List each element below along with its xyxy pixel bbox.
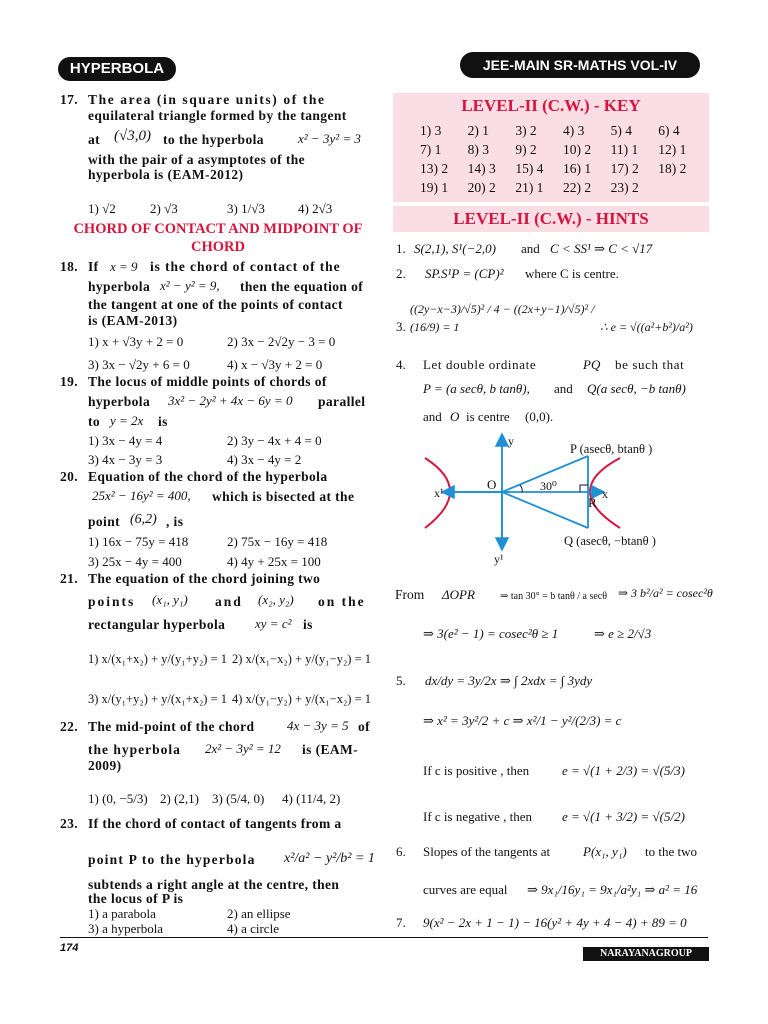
key-cell: 22) 2 bbox=[562, 179, 592, 195]
key-cell: 14) 3 bbox=[467, 160, 496, 176]
hint5-solution: ⇒ x² = 3y²/2 + c ⇒ x²/1 − y²/(2/3) = c bbox=[423, 713, 622, 728]
q23-opt1[interactable]: 1) a parabola bbox=[88, 906, 156, 921]
key-cell: 3) 2 bbox=[515, 122, 537, 138]
hint4-number: 4. bbox=[396, 357, 406, 372]
hint6-line1b: to the two bbox=[645, 844, 697, 859]
hint4-pq: PQ bbox=[583, 357, 601, 372]
key-cell: 5) 4 bbox=[610, 122, 632, 138]
q19-opt1[interactable]: 1) 3x − 4y = 4 bbox=[88, 433, 163, 448]
q18-number: 18. bbox=[60, 259, 79, 274]
q22-opt1[interactable]: 1) (0, −5/3) bbox=[88, 791, 148, 806]
q19-opt2[interactable]: 2) 3y − 4x + 4 = 0 bbox=[227, 433, 322, 448]
q19-line2a: hyperbola bbox=[88, 394, 151, 409]
key-cell: 13) 2 bbox=[420, 160, 449, 176]
q21-line2a: points bbox=[88, 594, 136, 609]
q18-opt2[interactable]: 2) 3x − 2√2y − 3 = 0 bbox=[227, 334, 336, 349]
q21-line2c: on the bbox=[318, 594, 366, 609]
q17-point: (√3,0) bbox=[114, 128, 151, 144]
right-angle-mark bbox=[580, 485, 588, 492]
footer-rule bbox=[60, 937, 708, 938]
q18-line2a: hyperbola bbox=[88, 279, 151, 294]
q20-opt1[interactable]: 1) 16x − 75y = 418 bbox=[88, 534, 189, 549]
hint4-origin: (0,0). bbox=[525, 409, 554, 424]
q17-number: 17. bbox=[60, 92, 79, 107]
key-cell: 6) 4 bbox=[658, 122, 680, 138]
q17-line3a: at bbox=[88, 132, 101, 147]
key-row bbox=[420, 140, 706, 159]
key-cell: 15) 4 bbox=[515, 160, 544, 176]
q21-number: 21. bbox=[60, 571, 79, 586]
q17-opt3[interactable]: 3) 1/√3 bbox=[227, 201, 265, 216]
key-cell bbox=[658, 178, 706, 197]
hint1-result: C < SS¹ ⇒ C < √17 bbox=[550, 241, 653, 256]
q23-opt2[interactable]: 2) an ellipse bbox=[227, 906, 291, 921]
diagram-y-label: y bbox=[508, 434, 514, 448]
q20-line2b: which is bisected at the bbox=[212, 489, 355, 504]
q22-line3: 2009) bbox=[88, 758, 122, 773]
hint4-and: and bbox=[554, 381, 573, 396]
diagram-x-label: x bbox=[602, 487, 608, 501]
q22-opt2[interactable]: 2) (2,1) bbox=[160, 791, 199, 806]
q17-line5: hyperbola is (EAM-2012) bbox=[88, 167, 244, 182]
q17-line2: equilateral triangle formed by the tangent bbox=[88, 108, 347, 123]
hint6-point: P(x₁, y₁) bbox=[583, 844, 627, 859]
hint6-line1a: Slopes of the tangents at bbox=[423, 844, 551, 859]
q22-line2a: the hyperbola bbox=[88, 742, 181, 757]
q23-opt3[interactable]: 3) a hyperbola bbox=[88, 921, 164, 936]
q23-curve: x²/a² − y²/b² = 1 bbox=[284, 851, 375, 866]
hint4-line1a: Let double ordinate bbox=[423, 357, 537, 372]
q20-opt2[interactable]: 2) 75x − 16y = 418 bbox=[227, 534, 328, 549]
q17-line3b: to the hyperbola bbox=[163, 132, 264, 147]
hint7-equation: 9(x² − 2x + 1 − 1) − 16(y² + 4y + 4 − 4) + 89 = 0 bbox=[423, 915, 687, 930]
key-cell: 23) 2 bbox=[610, 179, 639, 195]
key-row bbox=[420, 121, 706, 140]
hint4-centre-o: O bbox=[450, 409, 460, 424]
q23-line1: If the chord of contact of tangents from a bbox=[88, 816, 342, 831]
key-cell: 9) 2 bbox=[515, 141, 537, 157]
diagram-p-label: P (asecθ, btanθ ) bbox=[570, 442, 653, 456]
from-ecc: ⇒ 3(e² − 1) = cosec²θ ≥ 1 bbox=[423, 626, 559, 641]
q17-opt2[interactable]: 2) √3 bbox=[150, 201, 178, 216]
q19-line2b: parallel bbox=[318, 394, 366, 409]
q18-line1b: is the chord of contact of the bbox=[150, 259, 341, 274]
q18-line: x = 9 bbox=[110, 259, 138, 274]
q23-line3: subtends a right angle at the centre, then bbox=[88, 877, 340, 892]
hyperbola-diagram bbox=[420, 428, 700, 570]
hint1-foci: S(2,1), S¹(−2,0) bbox=[414, 241, 496, 256]
q18-line2b: then the equation of bbox=[240, 279, 364, 294]
diagram-q-label: Q (asecθ, −btanθ ) bbox=[564, 534, 656, 548]
q19-opt4[interactable]: 4) 3x − 4y = 2 bbox=[227, 452, 302, 467]
page-number: 174 bbox=[60, 942, 79, 954]
key-cell: 21) 1 bbox=[515, 179, 544, 195]
q20-line1: Equation of the chord of the hyperbola bbox=[88, 469, 328, 484]
publisher-brand: NARAYANAGROUP bbox=[583, 947, 709, 961]
q21-opt3[interactable]: 3) x/(y₁+y₂) + y/(x₁+x₂) = 1 bbox=[88, 692, 228, 706]
q22-line1a: The mid-point of the chord bbox=[88, 719, 255, 734]
volume-badge: JEE-MAIN SR-MATHS VOL-IV bbox=[460, 52, 700, 78]
hint4-point-q: Q(a secθ, −b tanθ) bbox=[587, 381, 686, 396]
q20-point: (6,2) bbox=[130, 512, 157, 527]
hint5-number: 5. bbox=[396, 673, 406, 688]
hint5-positive: If c is positive , then bbox=[423, 763, 530, 778]
hint5-negative-e: e = √(1 + 3/2) = √(5/2) bbox=[562, 809, 685, 824]
key-row bbox=[420, 178, 706, 197]
from-triangle: ΔOPR bbox=[442, 587, 475, 602]
q18-opt3[interactable]: 3) 3x − √2y + 6 = 0 bbox=[88, 357, 190, 372]
hints-title: LEVEL-II (C.W.) - HINTS bbox=[453, 209, 649, 228]
hint4-point-p: P = (a secθ, b tanθ), bbox=[423, 381, 530, 396]
q23-number: 23. bbox=[60, 816, 79, 831]
from-cosec: ⇒ 3 b²/a² = cosec²θ bbox=[618, 586, 713, 600]
q22-chord: 4x − 3y = 5 bbox=[287, 718, 349, 733]
hint6-result: ⇒ 9x₁/16y₁ = 9x₁/a²y₁ ⇒ a² = 16 bbox=[527, 882, 698, 897]
hint3-eccentricity: ∴ e = √((a²+b²)/a²) bbox=[600, 320, 693, 334]
from-result: ⇒ e ≥ 2/√3 bbox=[594, 626, 652, 641]
q23-line2a: point P to the hyperbola bbox=[88, 852, 256, 867]
diagram-y1-label: y¹ bbox=[494, 552, 504, 566]
q20-line3b: , is bbox=[166, 514, 184, 529]
hint3-equation: ((2y−x−3)/√5)² / 4 − ((2x+y−1)/√5)² / (16/9) = 1 bbox=[410, 302, 595, 334]
q19-slope: y = 2x bbox=[110, 413, 144, 428]
q18-opt4[interactable]: 4) x − √3y + 2 = 0 bbox=[227, 357, 323, 372]
diagram-r-label: R bbox=[588, 495, 597, 510]
q18-opt1[interactable]: 1) x + √3y + 2 = 0 bbox=[88, 334, 184, 349]
angle-arc bbox=[520, 485, 522, 492]
key-cell: 7) 1 bbox=[420, 141, 442, 157]
key-cell: 20) 2 bbox=[467, 179, 496, 195]
q18-curve: x² − y² = 9, bbox=[160, 278, 220, 293]
q21-opt4[interactable]: 4) x/(y₁−y₂) + y/(x₁−x₂) = 1 bbox=[232, 692, 372, 706]
q23-opt4[interactable]: 4) a circle bbox=[227, 921, 279, 936]
key-cell: 19) 1 bbox=[420, 179, 449, 195]
q20-curve: 25x² − 16y² = 400, bbox=[92, 488, 191, 503]
key-cell: 10) 2 bbox=[562, 141, 592, 157]
key-title: LEVEL-II (C.W.) - KEY bbox=[461, 96, 641, 115]
q21-opt1[interactable]: 1) x/(x₁+x₂) + y/(y₁+y₂) = 1 bbox=[88, 652, 228, 666]
q21-line1: The equation of the chord joining two bbox=[88, 571, 321, 586]
hint2-number: 2. bbox=[396, 266, 406, 281]
q21-line3a: rectangular hyperbola bbox=[88, 617, 226, 632]
key-cell: 1) 3 bbox=[420, 122, 442, 138]
diagram-angle-label: 30⁰ bbox=[540, 479, 557, 493]
hint1-and: and bbox=[521, 241, 540, 256]
q17-line1: The area (in square units) of the bbox=[88, 92, 326, 107]
key-cell: 16) 1 bbox=[562, 160, 592, 176]
key-cell: 8) 3 bbox=[467, 141, 490, 157]
q18-line4: is (EAM-2013) bbox=[88, 313, 178, 328]
answer-key-table bbox=[420, 121, 706, 197]
hint3-number: 3. bbox=[396, 319, 406, 334]
q20-opt4[interactable]: 4) 4y + 25x = 100 bbox=[227, 554, 321, 569]
hint5-integral: ⇒ ∫ 2xdx = ∫ 3ydy bbox=[500, 673, 593, 688]
hint4-line1b: be such that bbox=[615, 357, 685, 372]
q21-point2: (x₂, y₂) bbox=[258, 592, 294, 607]
hint6-number: 6. bbox=[396, 844, 406, 859]
q21-line3b: is bbox=[303, 617, 313, 632]
q21-line2b: and bbox=[215, 594, 243, 609]
diagram-o-label: O bbox=[487, 477, 497, 492]
hint2-note: where C is centre. bbox=[525, 266, 619, 281]
q17-opt4[interactable]: 4) 2√3 bbox=[298, 201, 333, 216]
q19-line3b: is bbox=[158, 414, 168, 429]
key-cell: 4) 3 bbox=[562, 122, 585, 138]
hint5-ode: dx/dy = 3y/2x bbox=[425, 673, 497, 688]
q20-line3a: point bbox=[88, 514, 121, 529]
key-cell: 11) 1 bbox=[610, 141, 639, 157]
hint5-positive-e: e = √(1 + 2/3) = √(5/3) bbox=[562, 763, 685, 778]
chapter-badge: HYPERBOLA bbox=[58, 57, 176, 81]
key-cell: 12) 1 bbox=[658, 141, 687, 157]
key-cell: 2) 1 bbox=[467, 122, 490, 138]
q22-curve: 2x² − 3y² = 12 bbox=[205, 741, 281, 756]
q20-opt3[interactable]: 3) 25x − 4y = 400 bbox=[88, 554, 182, 569]
hint6-line2: curves are equal bbox=[423, 882, 508, 897]
diagram-x1-label: x¹ bbox=[434, 486, 444, 500]
q21-curve: xy = c² bbox=[255, 616, 292, 631]
hint2-product: SP.S¹P = (CP)² bbox=[425, 266, 504, 281]
q22-opt4[interactable]: 4) (11/4, 2) bbox=[282, 791, 341, 806]
q18-line3: the tangent at one of the points of contact bbox=[88, 297, 343, 312]
q21-point1: (x₁, y₁) bbox=[152, 592, 188, 607]
q17-curve: x² − 3y² = 3 bbox=[298, 131, 361, 146]
hint7-number: 7. bbox=[396, 915, 406, 930]
q22-line2b: is (EAM- bbox=[302, 742, 359, 757]
q17-opt1[interactable]: 1) √2 bbox=[88, 201, 116, 216]
q18-line1a: If bbox=[88, 259, 99, 274]
q19-line1: The locus of middle points of chords of bbox=[88, 374, 327, 389]
q22-number: 22. bbox=[60, 719, 79, 734]
section-heading: CHORD OF CONTACT AND MIDPOINT OF CHORD bbox=[73, 221, 363, 255]
q22-opt3[interactable]: 3) (5/4, 0) bbox=[212, 791, 265, 806]
q19-curve: 3x² − 2y² + 4x − 6y = 0 bbox=[168, 393, 293, 408]
hint1-number: 1. bbox=[396, 241, 406, 256]
hint5-negative: If c is negative , then bbox=[423, 809, 533, 824]
q19-line3a: to bbox=[88, 414, 101, 429]
q23-line4: the locus of P is bbox=[88, 891, 184, 906]
hint4-line3b: is centre bbox=[466, 409, 510, 424]
q19-opt3[interactable]: 3) 4x − 3y = 3 bbox=[88, 452, 163, 467]
q20-number: 20. bbox=[60, 469, 79, 484]
key-cell: 17) 2 bbox=[610, 160, 639, 176]
q19-number: 19. bbox=[60, 374, 79, 389]
q22-line1b: of bbox=[358, 719, 371, 734]
key-row bbox=[420, 159, 706, 178]
from-tan: ⇒ tan 30° = b tanθ / a secθ bbox=[500, 591, 608, 602]
key-cell: 18) 2 bbox=[658, 160, 687, 176]
oq-line bbox=[502, 492, 588, 528]
hint4-line3a: and bbox=[423, 409, 442, 424]
q17-line4: with the pair of a asymptotes of the bbox=[88, 152, 306, 167]
q21-opt2[interactable]: 2) x/(x₁−x₂) + y/(y₁−y₂) = 1 bbox=[232, 652, 372, 666]
from-label: From bbox=[395, 587, 425, 602]
